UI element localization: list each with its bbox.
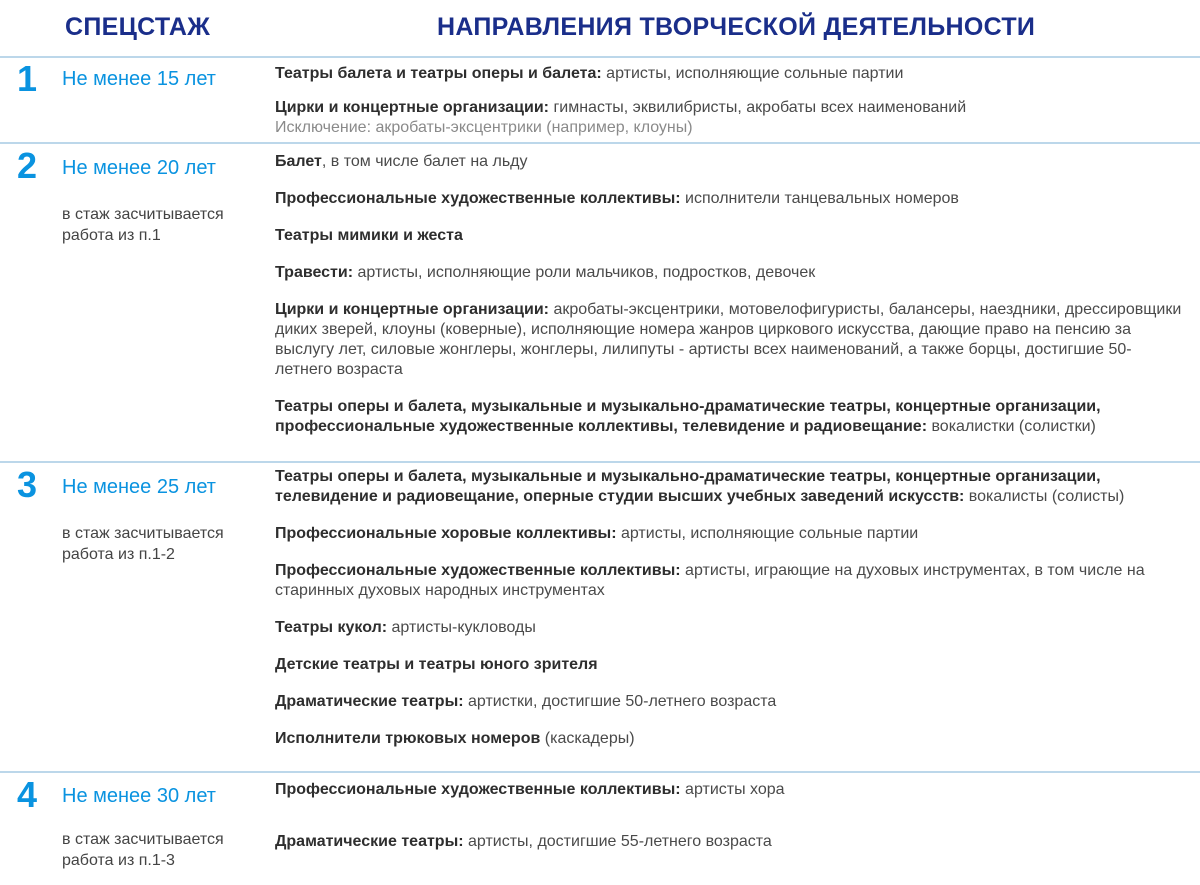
item-bold: Профессиональные художественные коллективы: (275, 562, 681, 579)
item-bold: Детские театры и театры юного зрителя (275, 656, 598, 673)
item-bold: Цирки и концертные организации: (275, 99, 549, 116)
row-items (275, 467, 1185, 766)
list-item (275, 64, 1185, 84)
item-bold: Театры кукол: (275, 619, 388, 636)
list-item (275, 98, 1185, 138)
row-note: в стаж засчитывается работа из п.1 (62, 206, 224, 244)
row-items (275, 152, 1185, 454)
item-text: артисты, исполняющие сольные партии (601, 65, 904, 82)
row-min-years: Не менее 20 лет (62, 157, 216, 179)
item-text: акробаты-эксцентрики, мотовелофигуристы, балансеры, наездники, дрессировщики диких зверей, клоуны (коверные), исполняющие номера жанров циркового искусства, дающие право на пенсию за выслугу лет, силовые жонглеры, жонглеры, лилипуты - артисты всех наименований, а также борцы, достигшие 50-летнего возраста (275, 301, 1182, 378)
header-directions: НАПРАВЛЕНИЯ ТВОРЧЕСКОЙ ДЕЯТЕЛЬНОСТИ (437, 13, 1036, 41)
item-text: артисты, исполняющие сольные партии (616, 525, 919, 542)
item-bold: Профессиональные художественные коллективы: (275, 781, 681, 798)
item-text: гимнасты, эквилибристы, акробаты всех наименований (549, 99, 967, 116)
row-divider (0, 461, 1200, 463)
row-min-years: Не менее 25 лет (62, 476, 216, 498)
list-item (275, 152, 1185, 172)
list-item (275, 561, 1185, 601)
row-number: 4 (17, 774, 38, 815)
list-item (275, 780, 1185, 800)
item-bold: Травести: (275, 264, 354, 281)
row-items (275, 780, 1185, 869)
list-item (275, 832, 1185, 852)
item-text: артисты-кукловоды (387, 619, 536, 636)
item-text: артисты, исполняющие роли мальчиков, подростков, девочек (353, 264, 816, 281)
item-text: артисты хора (680, 781, 785, 798)
list-item (275, 729, 1185, 749)
list-item (275, 397, 1185, 437)
list-item (275, 692, 1185, 712)
row-note: в стаж засчитывается работа из п.1-3 (62, 831, 224, 869)
list-item (275, 189, 1185, 209)
table-row (0, 774, 1200, 883)
item-text: , в том числе балет на льду (321, 153, 528, 170)
item-bold: Театры балета и театры оперы и балета: (275, 65, 602, 82)
item-bold: Профессиональные хоровые коллективы: (275, 525, 617, 542)
row-note: в стаж засчитывается работа из п.1-2 (62, 525, 224, 563)
row-divider (0, 142, 1200, 144)
header-spec-staz: СПЕЦСТАЖ (65, 13, 211, 41)
row-number: 1 (17, 58, 38, 99)
item-text: артистки, достигшие 50-летнего возраста (463, 693, 777, 710)
list-item (275, 263, 1185, 283)
table-row (0, 145, 1200, 458)
list-item (275, 226, 1185, 246)
item-text: артисты, играющие на духовых инструментах, в том числе на старинных духовых народных инструментах (275, 562, 1145, 599)
list-item (275, 300, 1185, 380)
item-text: вокалисты (солисты) (964, 488, 1125, 505)
item-bold: Драматические театры: (275, 693, 464, 710)
item-bold: Театры оперы и балета, музыкальные и музыкально-драматические театры, концертные организации, телевидение и радиовещание, оперные студии высших учебных заведений искусств: (275, 468, 1101, 505)
list-item (275, 655, 1185, 675)
row-divider (0, 771, 1200, 773)
item-exception: Исключение: акробаты-эксцентрики (например, клоуны) (275, 119, 693, 136)
row-number: 2 (17, 145, 38, 186)
row-min-years: Не менее 30 лет (62, 785, 216, 807)
item-bold: Балет (275, 153, 322, 170)
row-min-years: Не менее 15 лет (62, 68, 216, 90)
item-text: исполнители танцевальных номеров (680, 190, 959, 207)
row-number: 3 (17, 464, 38, 505)
item-bold: Театры мимики и жеста (275, 227, 463, 244)
item-bold: Профессиональные художественные коллективы: (275, 190, 681, 207)
item-bold: Цирки и концертные организации: (275, 301, 549, 318)
list-item (275, 467, 1185, 507)
item-bold: Драматические театры: (275, 833, 464, 850)
table-row (0, 464, 1200, 767)
item-text: (каскадеры) (540, 730, 635, 747)
item-text: артисты, достигшие 55-летнего возраста (463, 833, 772, 850)
item-bold: Исполнители трюковых номеров (275, 730, 541, 747)
item-bold: Театры оперы и балета, музыкальные и музыкально-драматические театры, концертные организации, профессиональные художественные коллективы, телевидение и радиовещание: (275, 398, 1101, 435)
list-item (275, 618, 1185, 638)
row-divider (0, 56, 1200, 58)
list-item (275, 524, 1185, 544)
table-row (0, 58, 1200, 141)
item-text: вокалистки (солистки) (927, 418, 1096, 435)
table-header (0, 0, 1200, 56)
